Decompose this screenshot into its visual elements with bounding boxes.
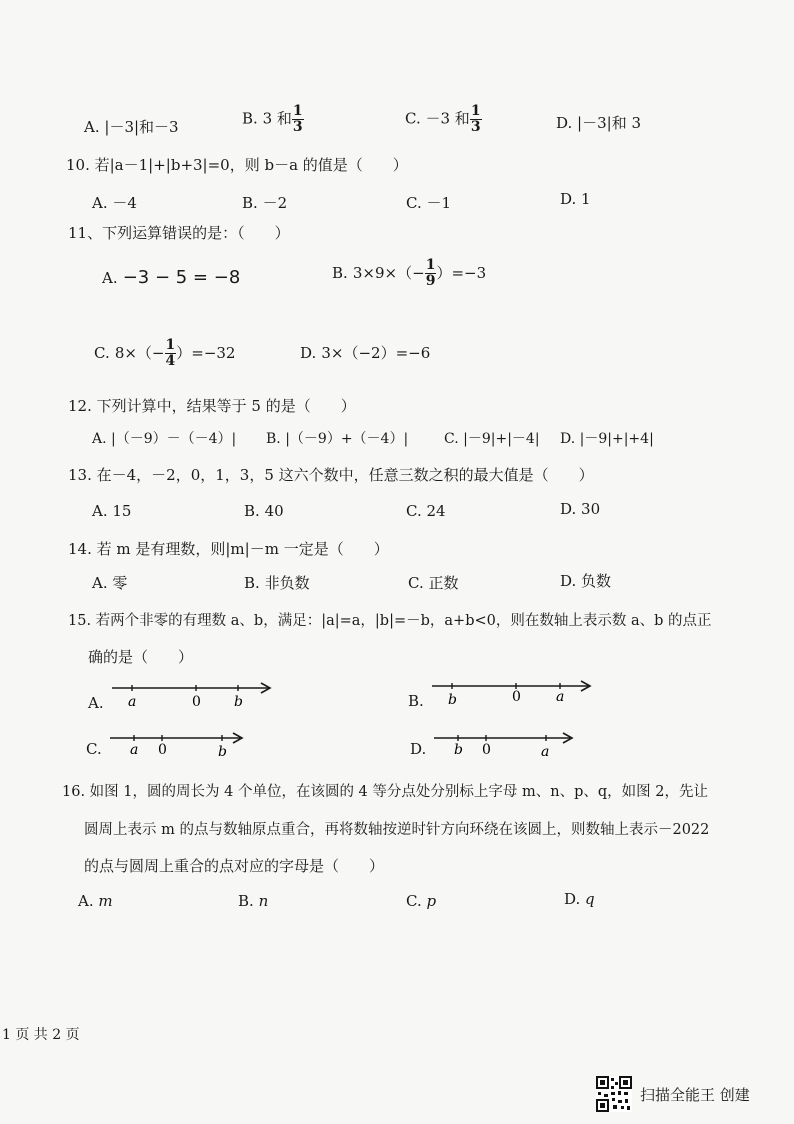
option-text: ）=−3 [436, 264, 487, 282]
q12-option-c [444, 428, 540, 448]
q13-option-a [92, 502, 131, 520]
fraction-denominator: 9 [425, 273, 436, 289]
mark-label: b [448, 692, 457, 708]
q11-option-b [332, 258, 486, 289]
option-label: D. [560, 190, 577, 208]
q12-option-b [266, 428, 408, 448]
q11-stem: 11、下列运算错误的是：（ ） [68, 224, 290, 242]
q10-stem: 10. 若|a－1|+|b+3|=0，则 b－a 的值是（ ） [66, 156, 408, 174]
q16-line3: 的点与圆周上重合的点对应的字母是（ ） [84, 857, 385, 875]
option-label: A. [102, 269, 118, 287]
q14-option-c [408, 572, 459, 593]
option-text: |－3|和 3 [577, 114, 642, 132]
q9-option-b [242, 104, 304, 135]
fraction-numerator: 1 [165, 337, 176, 353]
mark-label: a [556, 689, 565, 705]
q16-line2: 圆周上表示 m 的点与数轴原点重合，再将数轴按逆时针方向环绕在该圆上，则数轴上表示－2022 [84, 822, 710, 838]
page-number: 1 页 共 2 页 [2, 1027, 80, 1043]
option-text: －3 和 [425, 109, 470, 128]
mark-label: b [454, 742, 463, 758]
option-label: B. [266, 431, 281, 447]
option-label: A. [92, 574, 108, 592]
option-label: C. [94, 344, 110, 362]
number-line-d [434, 730, 576, 760]
option-expression: 3×（−2）=−6 [321, 344, 431, 362]
option-text: 3 和 [262, 109, 292, 128]
q10-option-a [92, 192, 137, 213]
option-text: |（－9）－（－4）| [111, 431, 237, 447]
option-label: D. [560, 500, 577, 518]
option-expression: −3 − 5 = −8 [122, 267, 241, 288]
q9-option-d [556, 112, 641, 133]
fraction [470, 104, 482, 135]
option-label: C. [408, 574, 424, 592]
q14-option-b [244, 572, 310, 593]
number-line-a [112, 680, 274, 710]
q15-option-b-label: B. [408, 692, 424, 710]
mark-label: 0 [158, 742, 167, 758]
fraction-numerator: 1 [292, 103, 303, 119]
q13-stem: 13. 在－4，－2，0，1，3，5 这六个数中，任意三数之积的最大值是（ ） [68, 466, 594, 484]
mark-label: 0 [482, 742, 491, 758]
mark-label: a [130, 742, 139, 758]
option-text: －4 [112, 194, 137, 212]
option-label: D. [556, 114, 573, 132]
fraction-denominator: 4 [165, 353, 176, 369]
q14-stem: 14. 若 m 是有理数，则|m|－m 一定是（ ） [68, 540, 389, 558]
q15-option-d-label: D. [410, 740, 427, 758]
option-label: B. [242, 109, 258, 128]
option-label: D. [564, 890, 581, 908]
option-text: |－9|+|+4| [579, 431, 654, 447]
option-text: －1 [426, 194, 452, 212]
mark-label: a [128, 694, 137, 710]
option-text: 1 [581, 190, 591, 208]
q13-option-c [406, 502, 446, 520]
qr-code-icon [596, 1076, 632, 1112]
option-text: 15 [112, 502, 132, 520]
option-text: 8×（− [114, 344, 165, 362]
option-label: B. [244, 574, 260, 592]
fraction-denominator: 3 [470, 119, 481, 135]
option-label: A. [92, 194, 108, 212]
option-label: A. [84, 118, 100, 136]
option-text: ）=−32 [176, 344, 236, 362]
fraction [292, 104, 304, 135]
option-text: |（－9）+（－4）| [285, 431, 409, 447]
option-text: |－3|和－3 [104, 118, 179, 136]
option-text: 正数 [428, 574, 459, 592]
option-label: C. [406, 502, 422, 520]
q15-stem-line2: 确的是（ ） [88, 648, 194, 666]
q14-option-d [560, 570, 611, 591]
option-text: 非负数 [264, 574, 310, 592]
q12-option-d [560, 428, 654, 448]
q10-option-c [406, 192, 451, 213]
option-text: p [426, 892, 437, 910]
option-text: 24 [426, 502, 446, 520]
q10-option-b [242, 192, 287, 213]
fraction-numerator: 1 [425, 257, 436, 273]
option-label: B. [244, 502, 260, 520]
q14-option-a [92, 572, 127, 593]
option-label: A. [78, 892, 94, 910]
option-text: 负数 [581, 572, 612, 590]
option-label: D. [300, 344, 317, 362]
option-label: B. [238, 892, 254, 910]
option-label: D. [560, 431, 576, 447]
option-text: q [585, 890, 595, 908]
option-text: m [98, 892, 113, 910]
q13-option-b [244, 502, 284, 520]
option-label: A. [92, 431, 107, 447]
option-label: C. [444, 431, 459, 447]
q11-option-d [300, 342, 430, 363]
option-label: D. [560, 572, 577, 590]
q15-stem-line1: 15. 若两个非零的有理数 a、b，满足：|a|=a，|b|=－b，a+b<0，则在数轴上表示数 a、b 的点正 [68, 613, 712, 629]
fraction [425, 258, 437, 289]
q15-option-a-label: A. [88, 694, 104, 712]
q11-option-a [102, 267, 240, 288]
q9-option-c [405, 104, 482, 135]
option-text: 3×9×（− [352, 264, 425, 282]
mark-label: a [541, 744, 550, 760]
mark-label: 0 [192, 694, 201, 710]
q10-option-d [560, 190, 591, 208]
number-line-b [432, 678, 594, 708]
q16-option-b [238, 892, 268, 910]
option-label: B. [332, 264, 348, 282]
mark-label: b [234, 694, 243, 710]
option-label: A. [92, 502, 108, 520]
option-label: C. [406, 892, 422, 910]
mark-label: 0 [512, 689, 521, 705]
q16-option-d [564, 890, 595, 908]
q12-option-a [92, 428, 236, 448]
q9-option-a [84, 116, 179, 137]
q15-option-c-label: C. [86, 740, 102, 758]
option-label: C. [406, 194, 422, 212]
option-text: 30 [581, 500, 601, 518]
mark-label: b [218, 744, 227, 760]
fraction-denominator: 3 [292, 119, 303, 135]
scanner-brand-label: 扫描全能王 创建 [640, 1086, 750, 1104]
option-text: 40 [264, 502, 284, 520]
q11-option-c [94, 338, 235, 369]
option-text: 零 [112, 574, 128, 592]
option-text: －2 [262, 194, 288, 212]
q16-line1: 16. 如图 1，圆的周长为 4 个单位，在该圆的 4 等分点处分别标上字母 m、n、p、q，如图 2，先让 [62, 784, 708, 800]
option-label: B. [242, 194, 258, 212]
fraction [165, 338, 177, 369]
option-text: |－9|+|－4| [463, 431, 540, 447]
q12-stem: 12. 下列计算中，结果等于 5 的是（ ） [68, 397, 356, 415]
q16-option-c [406, 892, 436, 910]
q13-option-d [560, 500, 600, 518]
q16-option-a [78, 892, 113, 910]
option-label: C. [405, 109, 421, 128]
fraction-numerator: 1 [470, 103, 481, 119]
option-text: n [258, 892, 269, 910]
number-line-c [110, 730, 246, 760]
